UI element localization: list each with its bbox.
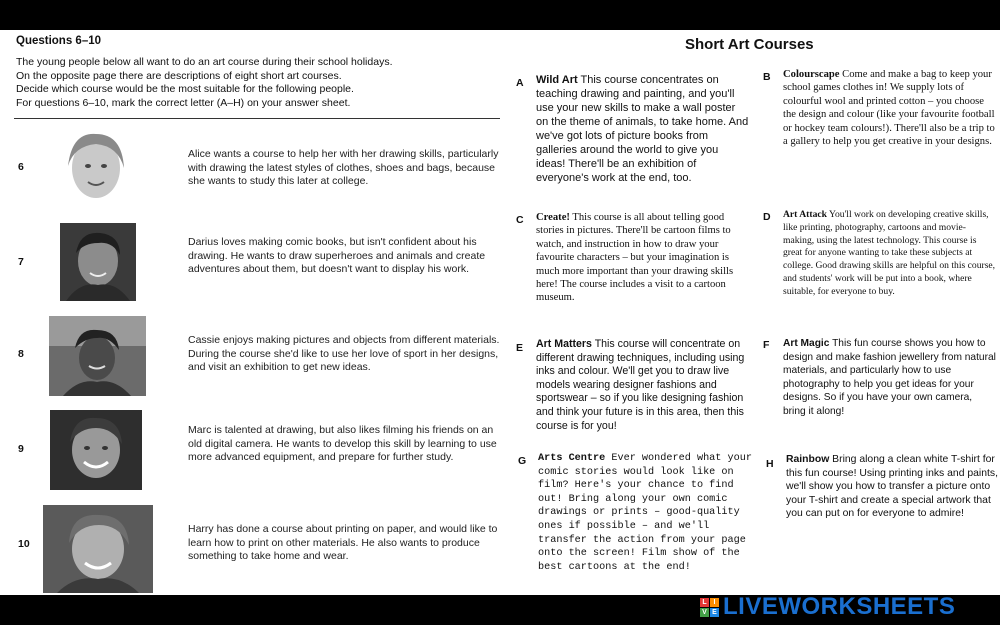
- course-name: Create!: [536, 212, 570, 223]
- course-text: This fun course shows you how to design and make fashion jewellery from natural materials, and particularly how to use photography to help you get ideas for your designs. So if you have your own camera, bring it along!: [783, 338, 996, 417]
- course-d: [783, 209, 997, 299]
- course-text: This course concentrates on teaching drawing and painting, and you'll use your new skills to make a wall poster on the theme of animals, to take home. And we've got lots of picture books from galleries around the world to give you ideas! There'll be an exhibition of everyone's work at the end, too.: [536, 74, 749, 184]
- logo-letter: V: [700, 608, 709, 617]
- course-letter-e: E: [516, 342, 524, 354]
- course-text: You'll work on developing creative skills, like printing, photography, cartoons and movie-making, using the latest technology. This course is great for anyone wanting to take these subjects at college. Good drawing skills are helpful on this course, and students' work will be put into a book, where suitable, for everyone to buy.: [783, 209, 996, 297]
- person-text-7: Darius loves making comic books, but isn't confident about his drawing. He wants to draw superheroes and animals and create adventures about them, but doesn't want to display his work.: [188, 236, 486, 275]
- course-c: [536, 211, 752, 305]
- course-h: [786, 453, 998, 521]
- instruction-line: For questions 6–10, mark the correct letter (A–H) on your answer sheet.: [16, 96, 351, 109]
- logo-letter: L: [700, 598, 709, 607]
- person-text-10: Harry has done a course about printing on paper, and would like to learn how to print on other materials. He also wants to produce something to take home and wear.: [188, 523, 498, 562]
- course-name: Art Attack: [783, 209, 827, 220]
- person-text-9: Marc is talented at drawing, but also likes filming his friends on an old digital camera. He wants to develop this skill by learning to use more advanced equipment, and prepare for further study.: [188, 424, 497, 463]
- course-letter-a: A: [516, 77, 524, 89]
- question-number-9: 9: [18, 443, 24, 455]
- instruction-line: The young people below all want to do an art course during their school holidays.: [16, 56, 393, 68]
- question-number-10: 10: [18, 538, 30, 550]
- course-letter-b: B: [763, 71, 771, 83]
- course-text: Bring along a clean white T-shirt for this fun course! Using printing inks and paints, we'll show you how to transfer a picture onto your T-shirt and create a special artwork that you can put on for everyone to admire!: [786, 454, 998, 520]
- course-e: [536, 338, 750, 433]
- photo-marc: [50, 410, 142, 490]
- course-letter-c: C: [516, 214, 524, 226]
- liveworksheets-logo: [700, 592, 955, 622]
- course-text: This course will concentrate on different drawing techniques, including using inks and colour. We'll get you to draw live models wearing designer fashions and sportswear – so if you like designing fashion and think your future is in this area, then this course is for you!: [536, 338, 745, 432]
- course-name: Art Magic: [783, 338, 830, 349]
- course-letter-h: H: [766, 458, 774, 470]
- photo-alice: [58, 126, 133, 206]
- course-letter-g: G: [518, 455, 527, 467]
- course-b: [783, 68, 995, 148]
- course-letter-f: F: [763, 339, 770, 351]
- question-number-8: 8: [18, 348, 24, 360]
- course-name: Art Matters: [536, 338, 592, 350]
- logo-letter: E: [710, 608, 719, 617]
- page-title: Short Art Courses: [685, 36, 814, 53]
- person-text-6: Alice wants a course to help her with her drawing skills, particularly with drawing the latest styles of clothes, shoes and bags, because she wants to study this later at college.: [188, 148, 499, 187]
- instruction-line: Decide which course would be the most suitable for the following people.: [16, 83, 354, 95]
- person-text-8: Cassie enjoys making pictures and objects from different materials. During the course she'd like to use her love of sport in her designs, and visit an exhibition to get new ideas.: [188, 334, 500, 373]
- logo-text: LIVEWORKSHEETS: [723, 593, 956, 620]
- course-name: Rainbow: [786, 454, 830, 465]
- question-number-6: 6: [18, 161, 24, 173]
- questions-heading: Questions 6–10: [16, 35, 102, 47]
- divider: [14, 118, 500, 119]
- course-f: [783, 337, 997, 419]
- logo-letter: I: [710, 598, 719, 607]
- course-g: [538, 452, 756, 574]
- instructions: [16, 56, 496, 110]
- course-name: Arts Centre: [538, 453, 606, 464]
- course-name: Wild Art: [536, 74, 578, 86]
- instruction-line: On the opposite page there are descriptions of eight short art courses.: [16, 69, 342, 82]
- logo-icon: [700, 598, 719, 617]
- question-number-7: 7: [18, 256, 24, 268]
- photo-harry: [43, 505, 153, 593]
- course-text: Ever wondered what your comic stories would look like on film? Here's your chance to find out! Bring along your own comic drawings or prints – good-quality ones if possible – and we'll transfer the action from your page onto the screen! Film show of the best cartoons at the end!: [538, 453, 752, 573]
- course-a: [536, 73, 750, 185]
- course-text: Come and make a bag to keep your school games clothes in! We supply lots of colourful wool and printed cotton – you choose the design and colour (like your favourite football or hockey team colours!). There'll also be a trip to a gallery to help you get creative in your designs.: [783, 69, 995, 148]
- course-name: Colourscape: [783, 69, 840, 80]
- course-text: This course is all about telling good stories in pictures. There'll be cartoon films to watch, and instruction in how to draw your favourite characters – but your imagination is much more important than your drawing skills here! The course includes a visit to a cartoon museum.: [536, 212, 734, 304]
- photo-darius: [60, 223, 136, 301]
- photo-cassie: [49, 316, 146, 396]
- worksheet-page: [0, 30, 1000, 595]
- course-letter-d: D: [763, 211, 771, 223]
